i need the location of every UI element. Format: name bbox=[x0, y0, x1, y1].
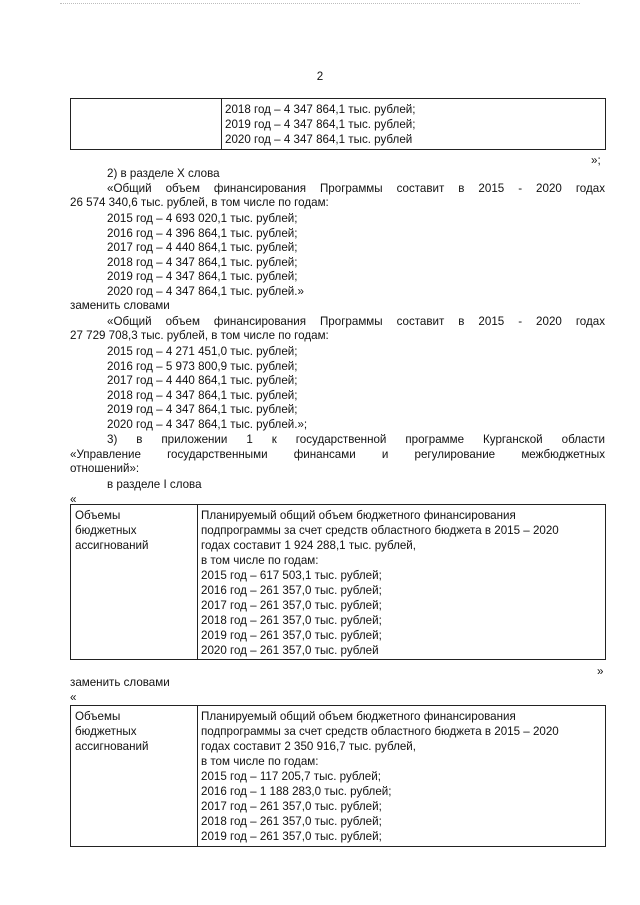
year-line: 2017 год – 4 440 864,1 тыс. рублей; bbox=[107, 241, 298, 254]
table-right-line: 2016 год – 1 188 283,0 тыс. рублей; bbox=[201, 785, 392, 798]
close-quote: » bbox=[597, 665, 604, 678]
table-right-line: подпрограммы за счет средств областного бюджета в 2015 – 2020 bbox=[201, 725, 559, 738]
section-heading: 2) в разделе X слова bbox=[107, 167, 220, 180]
closing-quote: »; bbox=[591, 154, 601, 167]
table-right-line: 2015 год – 617 503,1 тыс. рублей; bbox=[201, 569, 382, 582]
table-right-line: в том числе по годам: bbox=[201, 554, 319, 567]
table-right-line: 2019 год – 261 357,0 тыс. рублей; bbox=[201, 830, 382, 843]
paragraph-line: отношений»: bbox=[70, 462, 140, 475]
table-right-line: 2017 год – 261 357,0 тыс. рублей; bbox=[201, 800, 382, 813]
replace-label: заменить словами bbox=[70, 676, 170, 689]
table-right-line: 2020 год – 261 357,0 тыс. рублей bbox=[201, 644, 379, 657]
year-line: 2015 год – 4 693 020,1 тыс. рублей; bbox=[107, 212, 298, 225]
section-label: в разделе I слова bbox=[107, 478, 202, 491]
paragraph-line: 26 574 340,6 тыс. рублей, в том числе по годам: bbox=[70, 196, 329, 209]
paragraph-line: 27 729 708,3 тыс. рублей, в том числе по годам: bbox=[70, 329, 329, 342]
year-line: 2016 год – 5 973 800,9 тыс. рублей; bbox=[107, 360, 298, 373]
table-right-line: 2017 год – 261 357,0 тыс. рублей; bbox=[201, 599, 382, 612]
year-line: 2016 год – 4 396 864,1 тыс. рублей; bbox=[107, 227, 298, 240]
table-new bbox=[70, 705, 606, 847]
year-line: 2017 год – 4 440 864,1 тыс. рублей; bbox=[107, 374, 298, 387]
table-right-line: годах составит 1 924 288,1 тыс. рублей, bbox=[201, 539, 416, 552]
year-line: 2018 год – 4 347 864,1 тыс. рублей; bbox=[107, 389, 298, 402]
year-line: 2020 год – 4 347 864,1 тыс. рублей.» bbox=[107, 285, 304, 298]
table-right-line: в том числе по годам: bbox=[201, 755, 319, 768]
table-right-line: Планируемый общий объем бюджетного финансирования bbox=[201, 509, 516, 522]
table-left-line: ассигнований bbox=[75, 740, 149, 753]
top-table bbox=[70, 98, 606, 150]
paragraph-line: «Управление государственными финансами и регулирование межбюджетных bbox=[70, 448, 605, 461]
table-left-line: Объемы bbox=[75, 509, 121, 522]
top-row: 2019 год – 4 347 864,1 тыс. рублей; bbox=[225, 118, 416, 131]
paragraph-line: «Общий объем финансирования Программы составит в 2015 - 2020 годах bbox=[107, 315, 605, 328]
year-line: 2020 год – 4 347 864,1 тыс. рублей.»; bbox=[107, 418, 308, 431]
table-right-line: 2018 год – 261 357,0 тыс. рублей; bbox=[201, 614, 382, 627]
scan-artifact bbox=[60, 3, 580, 7]
table-right-line: 2015 год – 117 205,7 тыс. рублей; bbox=[201, 770, 381, 783]
paragraph-line: 3) в приложении 1 к государственной программе Курганской области bbox=[107, 433, 605, 446]
top-row: 2018 год – 4 347 864,1 тыс. рублей; bbox=[225, 103, 416, 116]
year-line: 2019 год – 4 347 864,1 тыс. рублей; bbox=[107, 270, 298, 283]
table-right-line: годах составит 2 350 916,7 тыс. рублей, bbox=[201, 740, 416, 753]
table-left-line: Объемы bbox=[75, 710, 121, 723]
replace-label: заменить словами bbox=[70, 299, 170, 312]
table-left-line: ассигнований bbox=[75, 539, 149, 552]
table-old bbox=[70, 504, 606, 660]
table-right-line: Планируемый общий объем бюджетного финансирования bbox=[201, 710, 516, 723]
table-right-line: 2016 год – 261 357,0 тыс. рублей; bbox=[201, 584, 382, 597]
year-line: 2015 год – 4 271 451,0 тыс. рублей; bbox=[107, 345, 298, 358]
open-quote: « bbox=[70, 691, 77, 704]
table-left-line: бюджетных bbox=[75, 524, 137, 537]
table-left-line: бюджетных bbox=[75, 725, 137, 738]
year-line: 2019 год – 4 347 864,1 тыс. рублей; bbox=[107, 403, 298, 416]
top-row: 2020 год – 4 347 864,1 тыс. рублей bbox=[225, 133, 413, 146]
table-right-line: подпрограммы за счет средств областного бюджета в 2015 – 2020 bbox=[201, 524, 559, 537]
page-number: 2 bbox=[316, 70, 324, 83]
paragraph-line: «Общий объем финансирования Программы составит в 2015 - 2020 годах bbox=[107, 182, 605, 195]
year-line: 2018 год – 4 347 864,1 тыс. рублей; bbox=[107, 256, 298, 269]
table-right-line: 2019 год – 261 357,0 тыс. рублей; bbox=[201, 629, 382, 642]
open-quote: « bbox=[70, 493, 77, 506]
table-right-line: 2018 год – 261 357,0 тыс. рублей; bbox=[201, 815, 382, 828]
